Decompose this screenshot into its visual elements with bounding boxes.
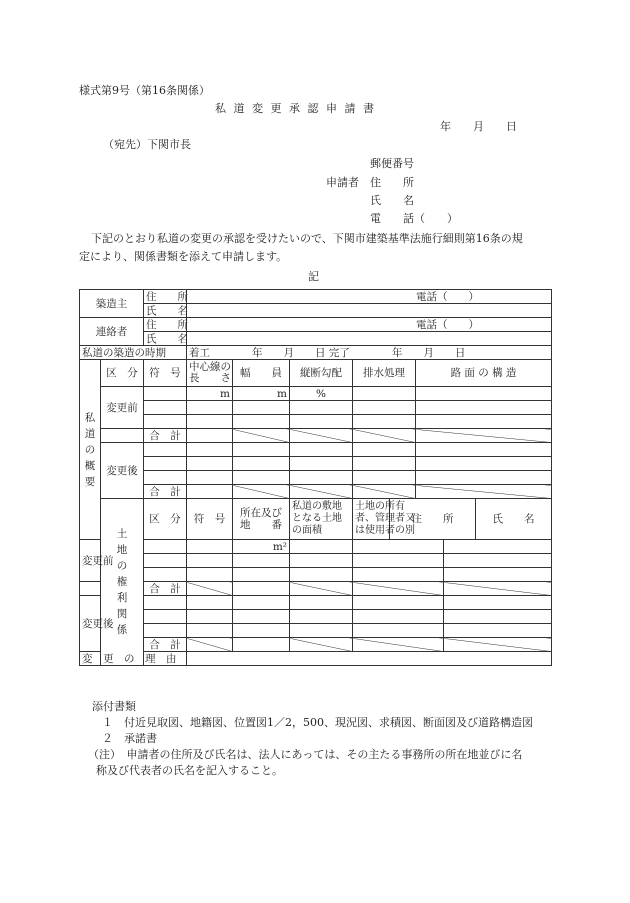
road-overview-char: 要 [84, 475, 96, 488]
road-overview-char: 概 [84, 459, 96, 472]
road-cell[interactable] [187, 443, 233, 457]
land-cell[interactable] [353, 540, 444, 554]
land-rights-char: 利 [116, 592, 128, 604]
builder-address-field[interactable] [187, 290, 552, 304]
land-cell[interactable] [187, 568, 233, 582]
land-cell[interactable] [187, 540, 233, 554]
land-cell[interactable] [144, 568, 187, 582]
diagonal-cell [187, 638, 233, 652]
road-total-cell[interactable] [187, 485, 233, 499]
col-slope: 縦断勾配 [290, 360, 353, 387]
builder-address-label: 住 所 [144, 290, 187, 304]
diagonal-cell [233, 485, 290, 499]
land-col-kubun: 区 分 [144, 499, 187, 540]
land-cell[interactable] [353, 624, 444, 638]
land-cell[interactable] [187, 624, 233, 638]
road-cell[interactable] [353, 401, 416, 415]
before-blank [101, 429, 144, 443]
land-cell[interactable] [290, 596, 353, 610]
land-cell[interactable] [187, 554, 233, 568]
road-cell[interactable] [187, 415, 233, 429]
land-cell[interactable] [187, 596, 233, 610]
road-cell[interactable] [416, 443, 552, 457]
land-col-location: 所在及び 地 番 [233, 499, 290, 540]
road-cell[interactable] [144, 443, 187, 457]
after-label: 変更後 [101, 443, 144, 499]
land-cell[interactable] [233, 596, 290, 610]
road-cell[interactable] [353, 457, 416, 471]
road-cell[interactable] [353, 443, 416, 457]
date-line: 年 月 日 [440, 120, 517, 133]
road-total-cell[interactable] [187, 429, 233, 443]
builder-label: 築造主 [80, 290, 144, 318]
builder-name-field[interactable] [187, 304, 552, 318]
road-cell[interactable] [187, 401, 233, 415]
postal-label: 郵便番号 [370, 157, 414, 170]
diagonal-cell [353, 485, 416, 499]
road-cell[interactable] [353, 471, 416, 485]
diagonal-cell [290, 638, 353, 652]
period-value[interactable]: 着工 年 月 日 完了 年 月 日 [187, 346, 552, 360]
road-cell[interactable] [144, 471, 187, 485]
contact-address-label: 住 所 [144, 318, 187, 332]
land-rights-char: の [116, 560, 128, 572]
land-before-blank [80, 582, 101, 596]
contact-label: 連絡者 [80, 318, 144, 346]
road-cell[interactable] [144, 415, 187, 429]
road-cell[interactable] [233, 401, 290, 415]
diagonal-cell [290, 429, 353, 443]
note-line-1: （注） 申請者の住所及び氏名は、法人にあっては、その主たる事務所の所在地並びに名 [88, 748, 523, 761]
col-surface: 路 面 の 構 造 [416, 360, 552, 387]
period-label: 私道の築造の時期 [80, 346, 187, 360]
road-overview-label [80, 360, 101, 540]
before-label: 変更前 [101, 387, 144, 429]
document-title: 私 道 変 更 承 認 申 請 書 [215, 102, 376, 115]
diagonal-cell [353, 429, 416, 443]
road-overview-char: 私 [84, 411, 96, 424]
notes-block [88, 699, 533, 779]
land-cell[interactable] [144, 624, 187, 638]
diagonal-cell [290, 582, 353, 596]
road-cell[interactable] [416, 415, 552, 429]
col-width: 幅 員 [233, 360, 290, 387]
land-cell[interactable] [444, 554, 552, 568]
land-cell[interactable] [290, 568, 353, 582]
note-line-2: 称及び代表者の氏名を記入すること。 [96, 764, 283, 777]
land-cell[interactable] [144, 610, 187, 624]
land-cell[interactable] [353, 554, 444, 568]
land-rights-char: 権 [116, 576, 128, 588]
after-total-label: 合 計 [144, 485, 187, 499]
attachment-item-1: １ 付近見取図、地籍図、位置図1／2，500、現況図、求積図、断面図及び道路構造図 [102, 716, 533, 729]
land-cell[interactable] [290, 554, 353, 568]
land-cell[interactable] [144, 596, 187, 610]
builder-phone-label: 電話（ ） [416, 290, 479, 303]
road-overview-char: の [84, 443, 96, 456]
road-cell[interactable] [233, 457, 290, 471]
land-cell[interactable] [290, 624, 353, 638]
contact-name-field[interactable] [187, 332, 552, 346]
road-cell[interactable] [416, 471, 552, 485]
land-col-address: 住 所 [390, 499, 476, 540]
land-after-label: 変更後 [80, 596, 101, 652]
reason-label: 変 更 の 理 由 [80, 652, 187, 666]
application-table [79, 289, 552, 666]
land-before-label: 変更前 [80, 540, 101, 582]
contact-address-field[interactable] [187, 318, 552, 332]
land-col-name: 氏 名 [476, 499, 552, 540]
road-cell[interactable] [416, 401, 552, 415]
road-cell[interactable] [416, 457, 552, 471]
reason-field[interactable] [187, 652, 552, 666]
land-cell[interactable] [144, 540, 187, 554]
col-center-length: 中心線の 長 さ [187, 360, 233, 387]
road-cell[interactable] [290, 471, 353, 485]
body-line-1: 下記のとおり私道の変更の承認を受けたいので、下関市建築基準法施行細則第16条の規 [91, 232, 523, 245]
land-cell[interactable] [290, 610, 353, 624]
land-cell[interactable] [353, 610, 444, 624]
applicant-name-label: 氏 名 [370, 194, 414, 207]
road-overview-char: 道 [84, 427, 96, 440]
road-cell[interactable] [144, 401, 187, 415]
ki-label: 記 [308, 270, 319, 283]
diagonal-cell [353, 638, 444, 652]
land-cell[interactable] [444, 568, 552, 582]
land-cell[interactable] [444, 610, 552, 624]
road-cell[interactable]: % [290, 387, 353, 401]
road-cell[interactable] [144, 457, 187, 471]
land-cell[interactable] [290, 540, 353, 554]
diagonal-cell [416, 429, 552, 443]
road-cell[interactable] [353, 387, 416, 401]
applicant-phone-label: 電 話（ ） [370, 212, 458, 225]
road-cell[interactable] [416, 387, 552, 401]
col-drainage: 排水処理 [353, 360, 416, 387]
land-cell[interactable] [233, 568, 290, 582]
land-rights-char: 係 [116, 624, 128, 636]
applicant-address-label: 住 所 [370, 176, 414, 189]
land-before-total-label: 合 計 [144, 582, 187, 596]
diagonal-cell [444, 638, 552, 652]
attachments-title: 添付書類 [92, 700, 136, 713]
land-cell[interactable] [233, 554, 290, 568]
land-total-cell[interactable] [233, 582, 290, 596]
land-total-cell[interactable] [233, 638, 290, 652]
attachment-item-2: ２ 承諾書 [102, 732, 157, 745]
land-cell[interactable]: m² [233, 540, 290, 554]
land-after-total-label: 合 計 [144, 638, 187, 652]
diagonal-cell [353, 582, 444, 596]
land-col-area: 私道の敷地 となる土地 の面積 [290, 499, 353, 540]
road-cell[interactable]: m [233, 387, 290, 401]
road-cell[interactable] [353, 415, 416, 429]
land-cell[interactable] [233, 624, 290, 638]
land-col-owner: 土地の所有 者、管理者又 は使用者の別 [353, 499, 390, 540]
road-cell[interactable] [233, 471, 290, 485]
land-rights-char: 地 [116, 544, 128, 556]
land-cell[interactable] [233, 610, 290, 624]
road-cell[interactable] [290, 457, 353, 471]
land-cell[interactable] [444, 624, 552, 638]
diagonal-cell [416, 485, 552, 499]
diagonal-cell [187, 582, 233, 596]
diagonal-cell [290, 485, 353, 499]
land-cell[interactable] [187, 610, 233, 624]
land-cell[interactable] [144, 554, 187, 568]
road-cell[interactable]: m [187, 387, 233, 401]
before-total-label: 合 計 [144, 429, 187, 443]
road-cell[interactable] [144, 387, 187, 401]
addressee: （宛先）下関市長 [103, 138, 191, 151]
diagonal-cell [233, 429, 290, 443]
body-line-2: 定により、関係書類を添えて申請します。 [79, 250, 288, 263]
builder-name-label: 氏 名 [144, 304, 187, 318]
col-kubun: 区 分 [101, 360, 144, 387]
road-cell[interactable] [233, 443, 290, 457]
road-cell[interactable] [290, 415, 353, 429]
road-cell[interactable] [233, 415, 290, 429]
land-cell[interactable] [444, 596, 552, 610]
diagonal-cell [444, 582, 552, 596]
land-rights-char: 関 [116, 608, 128, 620]
road-cell[interactable] [187, 457, 233, 471]
contact-phone-label: 電話（ ） [416, 318, 479, 331]
form-number: 様式第9号（第16条関係） [79, 84, 210, 97]
land-cell[interactable] [353, 596, 444, 610]
road-cell[interactable] [290, 401, 353, 415]
land-rights-label [101, 499, 144, 666]
land-rights-char: 土 [116, 528, 128, 540]
contact-name-label: 氏 名 [144, 332, 187, 346]
land-cell[interactable] [444, 540, 552, 554]
road-cell[interactable] [187, 471, 233, 485]
road-cell[interactable] [290, 443, 353, 457]
applicant-label: 申請者 [326, 176, 359, 189]
col-fugo: 符 号 [144, 360, 187, 387]
land-col-fugo: 符 号 [187, 499, 233, 540]
land-cell[interactable] [353, 568, 444, 582]
